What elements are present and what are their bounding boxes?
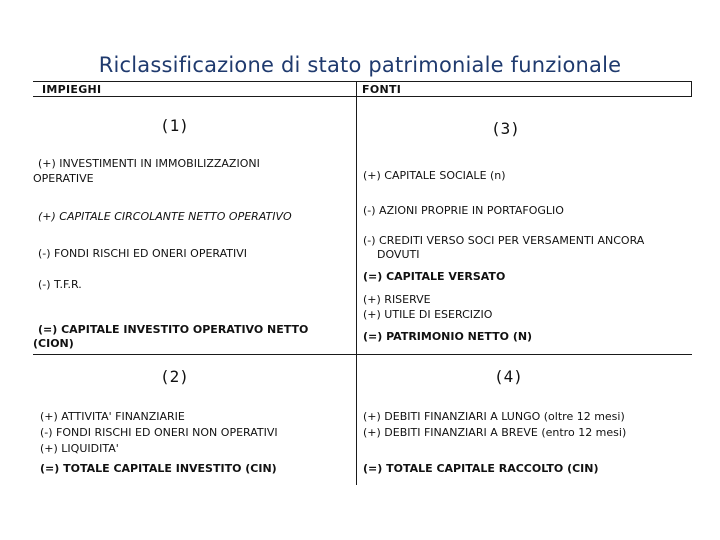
column-divider (356, 81, 357, 485)
section-3-item: (+) UTILE DI ESERCIZIO (363, 308, 493, 321)
middle-divider (33, 354, 692, 355)
section-2-item: (+) ATTIVITA' FINANZIARIE (40, 410, 185, 423)
table-right-border (691, 81, 692, 97)
section-1-total: (=) CAPITALE INVESTITO OPERATIVO NETTO (38, 323, 309, 336)
section-3-item: DOVUTI (377, 248, 420, 261)
section-1-number: (1) (160, 116, 189, 135)
section-2-item: (+) LIQUIDITA' (40, 442, 119, 455)
section-4-item: (+) DEBITI FINANZIARI A LUNGO (oltre 12 mesi) (363, 410, 625, 423)
section-3-item: (-) CREDITI VERSO SOCI PER VERSAMENTI ANCORA (363, 234, 645, 247)
section-1-item: OPERATIVE (33, 172, 94, 185)
section-1-item: (+) INVESTIMENTI IN IMMOBILIZZAZIONI (38, 157, 260, 170)
section-3-total: (=) PATRIMONIO NETTO (N) (363, 330, 533, 343)
section-4-number: (4) (494, 367, 523, 386)
section-1-total: (CION) (33, 337, 74, 350)
section-4-total: (=) TOTALE CAPITALE RACCOLTO (CIN) (363, 462, 599, 475)
section-3-item: (-) AZIONI PROPRIE IN PORTAFOGLIO (363, 204, 564, 217)
section-3-subtotal: (=) CAPITALE VERSATO (363, 270, 506, 283)
header-impieghi: IMPIEGHI (42, 83, 102, 96)
section-4-item: (+) DEBITI FINANZIARI A BREVE (entro 12 mesi) (363, 426, 627, 439)
section-2-item: (-) FONDI RISCHI ED ONERI NON OPERATIVI (40, 426, 278, 439)
section-3-number: (3) (491, 119, 520, 138)
page-title: Riclassificazione di stato patrimoniale funzionale (98, 53, 622, 77)
section-3-item: (+) RISERVE (363, 293, 431, 306)
section-2-number: (2) (160, 367, 189, 386)
section-1-item: (-) FONDI RISCHI ED ONERI OPERATIVI (38, 247, 248, 260)
section-3-item: (+) CAPITALE SOCIALE (n) (363, 169, 506, 182)
section-1-item: (+) CAPITALE CIRCOLANTE NETTO OPERATIVO (38, 210, 292, 223)
header-fonti: FONTI (362, 83, 402, 96)
section-1-item: (-) T.F.R. (38, 278, 82, 291)
section-2-total: (=) TOTALE CAPITALE INVESTITO (CIN) (40, 462, 277, 475)
